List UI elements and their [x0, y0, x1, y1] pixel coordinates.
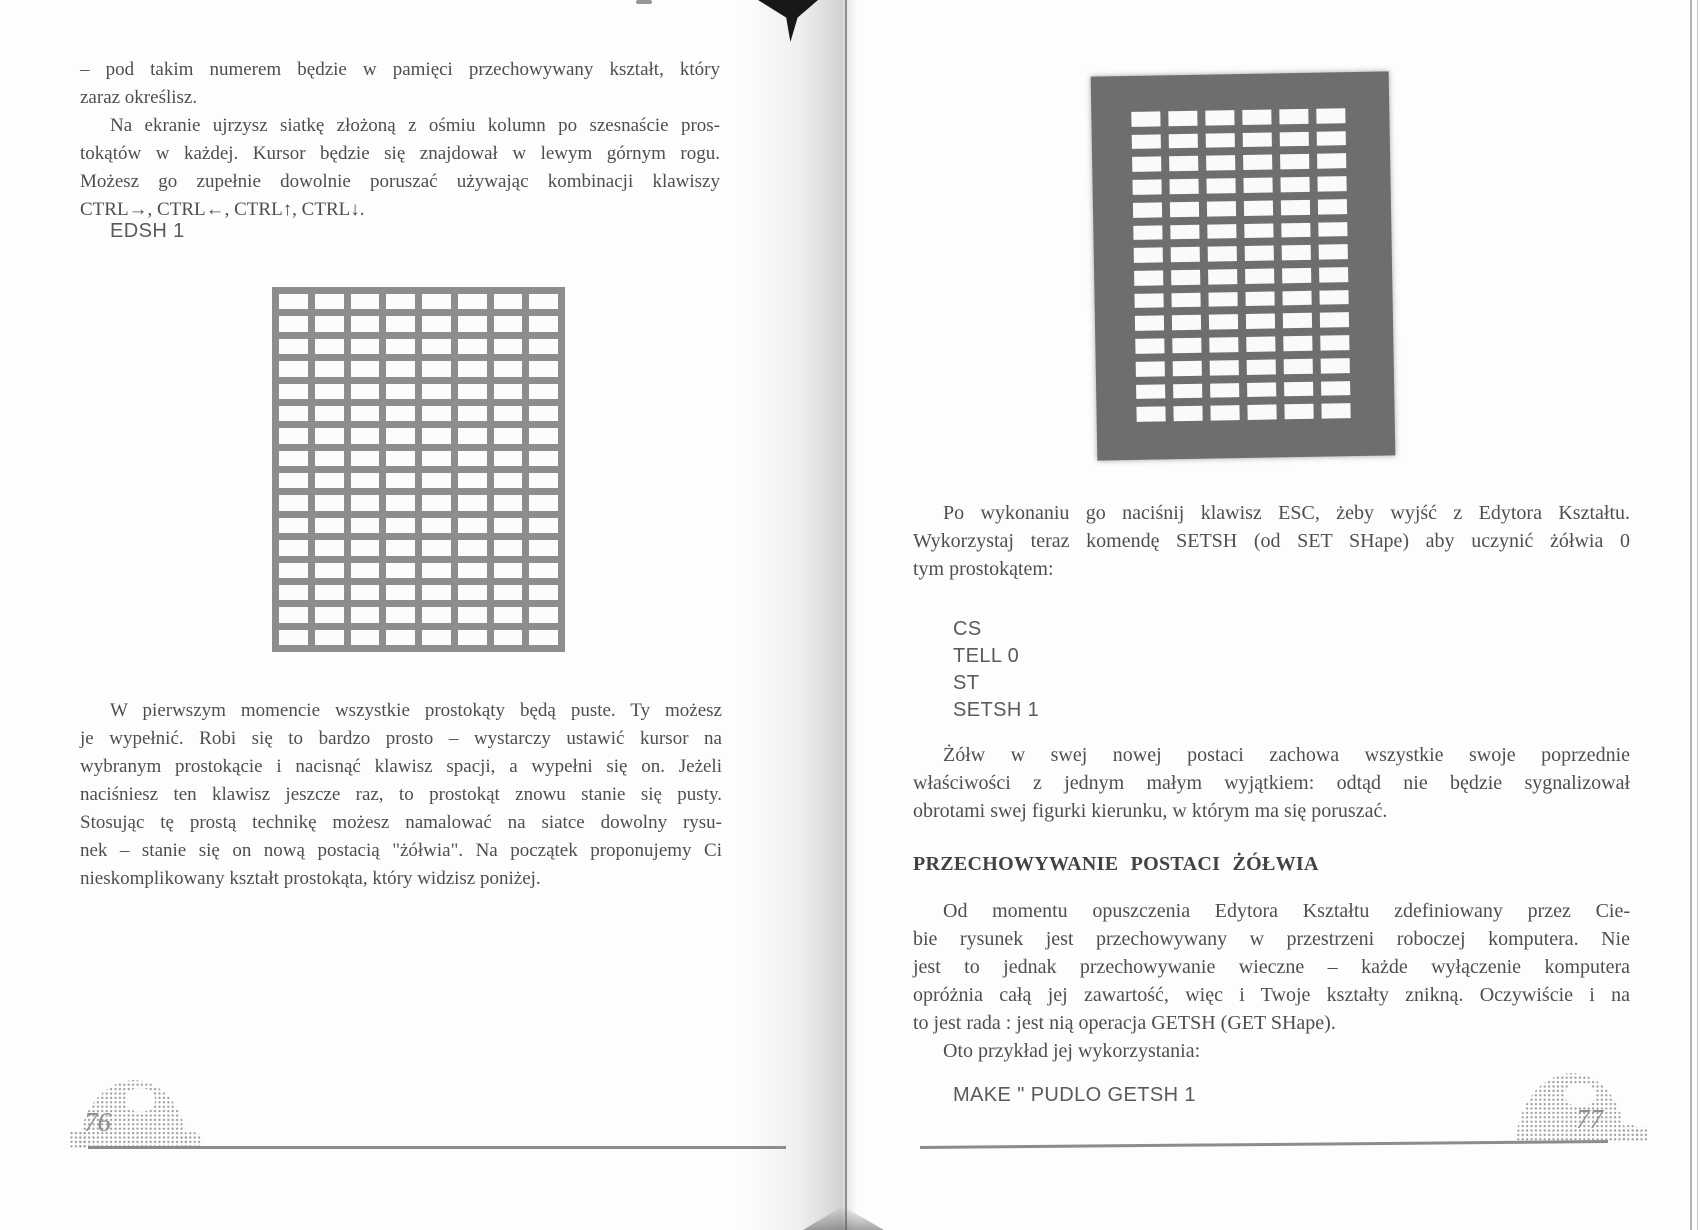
grid-cell: [1208, 269, 1237, 284]
grid-cell: [1169, 179, 1198, 194]
grid-cell: [386, 361, 415, 376]
grid-cell: [386, 428, 415, 443]
grid-cell: [279, 361, 308, 376]
grid-cell: [1319, 290, 1348, 305]
grid-cell: [529, 630, 558, 645]
grid-cell: [458, 361, 487, 376]
grid-cell: [351, 563, 380, 578]
grid-cell: [1207, 201, 1236, 216]
page-number: 77: [1576, 1104, 1603, 1134]
grid-cell: [1208, 246, 1237, 261]
grid-cell: [529, 384, 558, 399]
grid-cell: [351, 384, 380, 399]
grid-cell: [1279, 109, 1308, 124]
grid-cell: [386, 384, 415, 399]
grid-cell: [1321, 381, 1350, 396]
grid-cell: [422, 540, 451, 555]
grid-cell: [1281, 222, 1310, 237]
grid-cell: [494, 473, 523, 488]
grid-cell: [351, 607, 380, 622]
grid-cell: [1284, 381, 1313, 396]
grid-cell: [458, 540, 487, 555]
grid-cell: [315, 563, 344, 578]
grid-cell: [1246, 337, 1275, 352]
grid-cell: [279, 339, 308, 354]
grid-cell: [279, 563, 308, 578]
text-line: zaraz określisz.: [80, 87, 198, 108]
grid-cell: [1133, 202, 1162, 217]
grid-cell: [279, 495, 308, 510]
grid-cell: [1284, 404, 1313, 419]
paragraph: [80, 56, 720, 224]
grid-cell: [529, 451, 558, 466]
text-line: bie rysunek jest przechowywany w przestrzeni roboczej komputera. Nie: [913, 928, 1630, 950]
paragraph: [913, 897, 1630, 1065]
grid-cell: [1283, 336, 1312, 351]
grid-cell: [1132, 180, 1161, 195]
grid-cell: [1136, 407, 1165, 422]
text-line: nek – stanie się on nową postacią "żółwia". Na początek proponujemy Ci: [80, 840, 722, 861]
text-line: tym prostokątem:: [913, 558, 1054, 580]
page-number: 76: [84, 1107, 111, 1137]
grid-cell: [279, 316, 308, 331]
grid-cell: [494, 563, 523, 578]
grid-cell: [494, 630, 523, 645]
grid-cell: [279, 384, 308, 399]
grid-cell: [315, 339, 344, 354]
grid-cell: [351, 294, 380, 309]
grid-cell: [1244, 223, 1273, 238]
grid-cell: [458, 339, 487, 354]
grid-cell: [315, 607, 344, 622]
grid-cell: [422, 451, 451, 466]
grid-cell: [1168, 111, 1197, 126]
grid-cell: [386, 316, 415, 331]
grid-cell: [422, 316, 451, 331]
grid-cell: [1247, 382, 1276, 397]
text-line: to jest rada : jest nią operacja GETSH (GET SHape).: [913, 1012, 1336, 1034]
grid-cell: [386, 563, 415, 578]
grid-cell: [458, 406, 487, 421]
grid-cell: [458, 316, 487, 331]
grid-cell: [1245, 246, 1274, 261]
grid-cell: [1134, 293, 1163, 308]
grid-cell: [422, 406, 451, 421]
grid-cell: [1246, 314, 1275, 329]
grid-cell: [1282, 268, 1311, 283]
shape-editor-grid-figure: [272, 287, 565, 652]
grid-cell: [494, 585, 523, 600]
grid-cell: [351, 316, 380, 331]
grid-cell: [386, 630, 415, 645]
grid-cell: [422, 518, 451, 533]
grid-cell: [1317, 131, 1346, 146]
grid-cell: [458, 607, 487, 622]
text-line: W pierwszym momencie wszystkie prostokąty będą puste. Ty możesz: [110, 700, 722, 721]
grid-cell: [1131, 111, 1160, 126]
grid-cell: [1136, 361, 1165, 376]
grid-cell: [494, 518, 523, 533]
grid-cell: [351, 428, 380, 443]
grid-cell: [494, 495, 523, 510]
grid-cell: [315, 518, 344, 533]
grid-cell: [279, 451, 308, 466]
grid-cell: [422, 428, 451, 443]
grid-cell: [386, 540, 415, 555]
text-line: naciśniesz ten klawisz jeszcze raz, to prostokąt znowu stanie się pusty.: [80, 784, 722, 805]
grid-cell: [1320, 313, 1349, 328]
grid-cell: [315, 585, 344, 600]
code-line: CS: [953, 618, 982, 640]
text-line: Możesz go zupełnie dowolnie poruszać używając kombinacji klawiszy: [80, 171, 720, 192]
grid-cell: [1170, 224, 1199, 239]
grid-cell: [1243, 132, 1272, 147]
grid-cell: [1243, 155, 1272, 170]
grid-cell: [458, 451, 487, 466]
grid-cell: [1206, 178, 1235, 193]
footer-rule: [920, 1140, 1608, 1149]
grid-cell: [422, 294, 451, 309]
text-line: Na ekranie ujrzysz siatkę złożoną z ośmiu kolumn po szesnaście pros-: [110, 115, 720, 136]
grid-cell: [315, 428, 344, 443]
grid-cell: [422, 563, 451, 578]
grid-cell: [386, 607, 415, 622]
grid-cell: [1316, 108, 1345, 123]
grid-cell: [1169, 133, 1198, 148]
grid-cell: [529, 540, 558, 555]
grid-cell: [315, 495, 344, 510]
grid-cell: [458, 585, 487, 600]
text-line: Od momentu opuszczenia Edytora Kształtu zdefiniowany przez Cie-: [943, 900, 1630, 922]
grid-cell: [422, 585, 451, 600]
grid-cell: [1318, 199, 1347, 214]
grid-cell: [1319, 244, 1348, 259]
text-line: – pod takim numerem będzie w pamięci przechowywany kształt, który: [80, 59, 720, 80]
grid-cell: [1280, 132, 1309, 147]
grid-cell: [386, 406, 415, 421]
text-line: obrotami swej figurki kierunku, w którym ma się poruszać.: [913, 800, 1388, 822]
grid-cell: [315, 294, 344, 309]
grid-cell: [529, 518, 558, 533]
grid-cell: [1209, 315, 1238, 330]
grid-cell: [1132, 157, 1161, 172]
grid-cell: [494, 607, 523, 622]
grid-cell: [1206, 133, 1235, 148]
grid-cell: [351, 451, 380, 466]
text-line: właściwości z jednym małym wyjątkiem: odtąd nie będzie sygnalizował: [913, 772, 1630, 794]
grid-cell: [1173, 383, 1202, 398]
grid-cell: [1172, 338, 1201, 353]
grid-cell: [1243, 178, 1272, 193]
grid-cell: [422, 495, 451, 510]
grid-cell: [494, 316, 523, 331]
grid-cell: [386, 495, 415, 510]
section-heading: PRZECHOWYWANIE POSTACI ŻÓŁWIA: [913, 853, 1319, 875]
paragraph: [913, 499, 1630, 583]
code-line: TELL 0: [953, 645, 1020, 667]
command-edsh: EDSH 1: [110, 220, 185, 242]
grid-cell: [1281, 200, 1310, 215]
grid-cell: [458, 563, 487, 578]
text-line: Stosując tę prostą technikę możesz namalować na siatce dowolny rysu-: [80, 812, 722, 833]
grid-cell: [1169, 156, 1198, 171]
grid-cell: [422, 473, 451, 488]
grid-cell: [315, 406, 344, 421]
grid-cell: [351, 473, 380, 488]
grid-cell: [1244, 200, 1273, 215]
grid-cell: [529, 339, 558, 354]
grid-cell: [1173, 406, 1202, 421]
grid-cell: [1205, 110, 1234, 125]
paragraph: [913, 741, 1630, 825]
text-line: jest to jednak przechowywanie wieczne – każde wyłączenie komputera: [913, 956, 1630, 978]
grid-cell: [386, 473, 415, 488]
paragraph: [80, 697, 722, 893]
grid-cell: [1136, 384, 1165, 399]
grid-cell: [1283, 313, 1312, 328]
grid-cell: [494, 428, 523, 443]
text-line: tokątów w każdej. Kursor będzie się znajdował w lewym górnym rogu.: [80, 143, 720, 164]
grid-cell: [1280, 154, 1309, 169]
grid-cell: [1317, 176, 1346, 191]
grid-cell: [1247, 405, 1276, 420]
text-line: Żółw w swej nowej postaci zachowa wszystkie swoje poprzednie: [943, 744, 1630, 766]
grid-cell: [1170, 202, 1199, 217]
code-line: ST: [953, 672, 980, 694]
text-line: Oto przykład jej wykorzystania:: [943, 1040, 1201, 1062]
text-line: Wykorzystaj teraz komendę SETSH (od SET SHape) aby uczynić żółwia 0: [913, 530, 1630, 552]
grid-cell: [1173, 361, 1202, 376]
grid-cell: [1171, 270, 1200, 285]
grid-cell: [315, 451, 344, 466]
grid-cell: [422, 384, 451, 399]
grid-cell: [279, 473, 308, 488]
grid-cell: [386, 451, 415, 466]
grid-cell: [458, 473, 487, 488]
grid-cell: [1320, 335, 1349, 350]
grid-cell: [1134, 248, 1163, 263]
grid-cell: [529, 495, 558, 510]
grid-cell: [386, 518, 415, 533]
grid-cell: [1135, 316, 1164, 331]
grid-cell: [279, 540, 308, 555]
grid-cell: [422, 630, 451, 645]
grid-cell: [529, 607, 558, 622]
grid-cell: [458, 384, 487, 399]
grid-cell: [422, 339, 451, 354]
grid-cell: [351, 585, 380, 600]
text-line: nieskomplikowany kształt prostokąta, który widzisz poniżej.: [80, 868, 541, 889]
grid-cell: [1135, 339, 1164, 354]
grid-cell: [1245, 291, 1274, 306]
grid-cell: [1242, 109, 1271, 124]
grid-cell: [279, 607, 308, 622]
command-listing: [953, 616, 1039, 724]
grid-cell: [494, 339, 523, 354]
grid-cell: [1210, 383, 1239, 398]
grid-cell: [351, 518, 380, 533]
grid-cell: [279, 294, 308, 309]
grid-cell: [494, 361, 523, 376]
grid-cell: [494, 384, 523, 399]
grid-cell: [529, 585, 558, 600]
grid-cell: [494, 406, 523, 421]
grid-cell: [386, 585, 415, 600]
grid-cell: [529, 316, 558, 331]
grid-cell: [351, 630, 380, 645]
grid-cell: [1280, 177, 1309, 192]
text-line: wybranym prostokącie i nacisnąć klawisz spacji, a wypełni się on. Jeżeli: [80, 756, 722, 777]
grid-cell: [315, 384, 344, 399]
grid-cell: [422, 361, 451, 376]
grid-cell: [351, 495, 380, 510]
grid-cell: [1317, 154, 1346, 169]
command-make-getsh: MAKE " PUDLO GETSH 1: [953, 1084, 1196, 1106]
grid-cell: [458, 294, 487, 309]
grid-cell: [1172, 315, 1201, 330]
grid-cell: [279, 518, 308, 533]
grid-cell: [279, 630, 308, 645]
grid-cell: [315, 540, 344, 555]
grid-cell: [1245, 268, 1274, 283]
grid-cell: [1134, 270, 1163, 285]
grid-cell: [386, 294, 415, 309]
grid-cell: [494, 294, 523, 309]
grid-cell: [1284, 359, 1313, 374]
text-line: opróżnia całą jej zawartość, więc i Twoje kształty znikną. Oczywiście i na: [913, 984, 1630, 1006]
grid-cell: [1319, 267, 1348, 282]
grid-cell: [458, 518, 487, 533]
grid-cell: [1206, 156, 1235, 171]
grid-cell: [458, 428, 487, 443]
grid-cell: [351, 361, 380, 376]
grid-cell: [422, 607, 451, 622]
grid-cell: [1209, 337, 1238, 352]
grid-cell: [1210, 405, 1239, 420]
grid-cell: [529, 563, 558, 578]
grid-cell: [351, 339, 380, 354]
grid-cell: [1133, 225, 1162, 240]
grid-cell: [1207, 224, 1236, 239]
grid-cell: [1318, 222, 1347, 237]
grid-cell: [1132, 134, 1161, 149]
grid-cell: [279, 585, 308, 600]
grid-cell: [315, 473, 344, 488]
code-line: SETSH 1: [953, 699, 1040, 721]
grid-cell: [458, 495, 487, 510]
footer-rule: [88, 1146, 786, 1149]
grid-cell: [529, 294, 558, 309]
grid-cell: [315, 361, 344, 376]
grid-cell: [1171, 292, 1200, 307]
shape-photo-figure: [1091, 71, 1396, 460]
grid-cell: [529, 361, 558, 376]
grid-cell: [279, 406, 308, 421]
page-right: [850, 0, 1700, 1230]
grid-cell: [351, 406, 380, 421]
grid-cell: [529, 473, 558, 488]
grid-cell: [1210, 360, 1239, 375]
grid-cell: [351, 540, 380, 555]
grid-cell: [315, 630, 344, 645]
text-line: je wypełnić. Robi się to bardzo prosto – wystarczy ustawić kursor na: [80, 728, 722, 749]
grid-cell: [494, 451, 523, 466]
grid-cell: [529, 406, 558, 421]
grid-cell: [529, 428, 558, 443]
grid-cell: [1282, 291, 1311, 306]
grid-cell: [494, 540, 523, 555]
text-line: CTRL→, CTRL←, CTRL↑, CTRL↓.: [80, 199, 365, 220]
grid-cell: [1282, 245, 1311, 260]
grid-cell: [458, 630, 487, 645]
grid-cell: [315, 316, 344, 331]
grid-cell: [279, 428, 308, 443]
grid-cell: [1171, 247, 1200, 262]
grid-cell: [386, 339, 415, 354]
grid-cell: [1247, 359, 1276, 374]
grid-cell: [1321, 403, 1350, 418]
grid-cell: [1321, 358, 1350, 373]
grid-cell: [1208, 292, 1237, 307]
text-line: Po wykonaniu go naciśnij klawisz ESC, żeby wyjść z Edytora Kształtu.: [943, 502, 1630, 524]
